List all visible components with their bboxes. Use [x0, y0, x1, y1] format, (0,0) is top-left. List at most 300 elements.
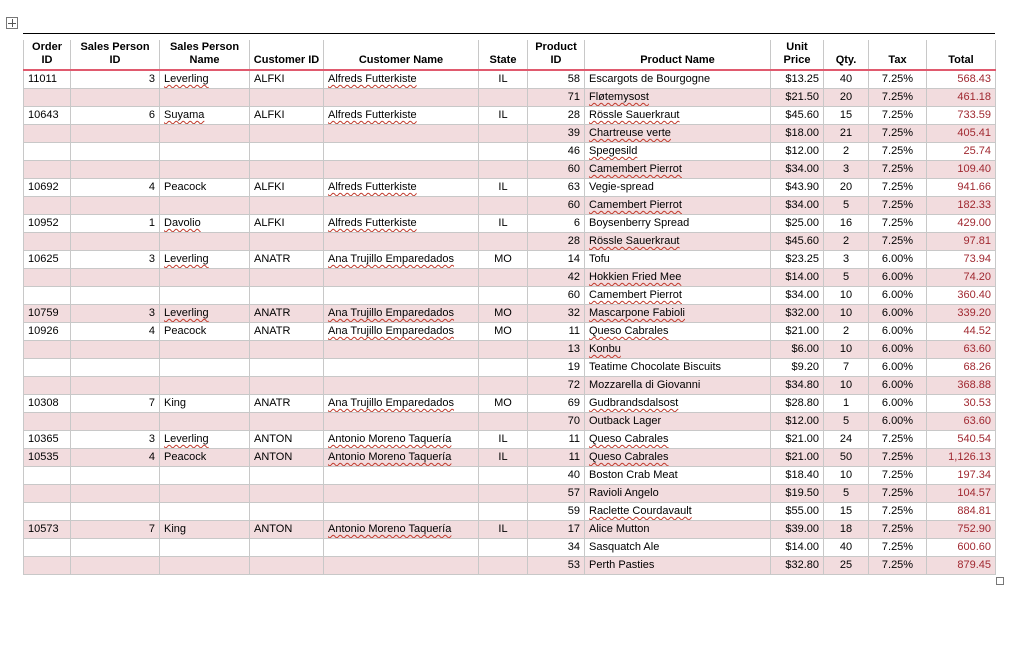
- cell-tax: 6.00%: [869, 413, 927, 431]
- cell-unit-price: $32.80: [771, 557, 824, 575]
- cell-customer-id: [250, 413, 324, 431]
- cell-order-id: 10308: [24, 395, 71, 413]
- cell-total: 109.40: [927, 161, 996, 179]
- cell-qty: 3: [824, 251, 869, 269]
- cell-total: 44.52: [927, 323, 996, 341]
- spellcheck-text: Antonio Moreno Taquería: [328, 523, 452, 535]
- cell-product-id: 72: [528, 377, 585, 395]
- cell-customer-name: [324, 557, 479, 575]
- table-resize-handle[interactable]: [996, 577, 1004, 585]
- header-product-id: Product ID: [528, 40, 585, 70]
- cell-total: 540.54: [927, 431, 996, 449]
- cell-customer-id: [250, 125, 324, 143]
- cell-unit-price: $21.00: [771, 449, 824, 467]
- cell-total: 941.66: [927, 179, 996, 197]
- cell-unit-price: $25.00: [771, 215, 824, 233]
- cell-sales-person-name: Peacock: [160, 323, 250, 341]
- cell-sales-person-id: 3: [71, 431, 160, 449]
- cell-tax: 7.25%: [869, 233, 927, 251]
- cell-customer-name: [324, 179, 479, 197]
- cell-sales-person-name: [160, 287, 250, 305]
- cell-order-id: [24, 233, 71, 251]
- cell-qty: 40: [824, 539, 869, 557]
- cell-product-name: [585, 341, 771, 359]
- cell-customer-id: [250, 89, 324, 107]
- table-row: [24, 449, 996, 467]
- cell-tax: 7.25%: [869, 557, 927, 575]
- cell-sales-person-id: 3: [71, 70, 160, 89]
- cell-order-id: [24, 89, 71, 107]
- cell-product-id: 19: [528, 359, 585, 377]
- cell-product-id: 42: [528, 269, 585, 287]
- cell-sales-person-id: [71, 485, 160, 503]
- cell-sales-person-id: 1: [71, 215, 160, 233]
- cell-sales-person-id: [71, 269, 160, 287]
- cell-product-name: Sasquatch Ale: [585, 539, 771, 557]
- cell-product-name: [585, 449, 771, 467]
- cell-order-id: [24, 503, 71, 521]
- cell-customer-id: [250, 269, 324, 287]
- cell-total: 368.88: [927, 377, 996, 395]
- cell-unit-price: $34.00: [771, 161, 824, 179]
- cell-tax: 6.00%: [869, 305, 927, 323]
- cell-order-id: 11011: [24, 70, 71, 89]
- spellcheck-text: Alfreds Futterkiste: [328, 217, 417, 229]
- cell-qty: 1: [824, 395, 869, 413]
- cell-product-name: [585, 107, 771, 125]
- cell-sales-person-id: 4: [71, 449, 160, 467]
- cell-total: 1,126.13: [927, 449, 996, 467]
- cell-total: 752.90: [927, 521, 996, 539]
- cell-state: IL: [479, 179, 528, 197]
- cell-product-id: 40: [528, 467, 585, 485]
- cell-tax: 7.25%: [869, 125, 927, 143]
- header-total: Total: [927, 40, 996, 70]
- cell-sales-person-name: [160, 251, 250, 269]
- cell-customer-id: ANATR: [250, 251, 324, 269]
- cell-customer-id: ALFKI: [250, 70, 324, 89]
- cell-product-name: [585, 287, 771, 305]
- cell-state: MO: [479, 395, 528, 413]
- cell-state: [479, 359, 528, 377]
- table-row: [24, 269, 996, 287]
- cell-state: [479, 197, 528, 215]
- table-row: [24, 431, 996, 449]
- cell-tax: 7.25%: [869, 503, 927, 521]
- cell-total: 63.60: [927, 341, 996, 359]
- cell-sales-person-name: [160, 467, 250, 485]
- cell-tax: 7.25%: [869, 485, 927, 503]
- table-row: [24, 539, 996, 557]
- cell-customer-name: [324, 323, 479, 341]
- cell-sales-person-id: [71, 125, 160, 143]
- cell-qty: 7: [824, 359, 869, 377]
- cell-sales-person-name: [160, 305, 250, 323]
- cell-product-name: Outback Lager: [585, 413, 771, 431]
- cell-sales-person-id: 4: [71, 179, 160, 197]
- table-row: [24, 197, 996, 215]
- table-row: [24, 557, 996, 575]
- spellcheck-text: Camembert Pierrot: [589, 199, 682, 211]
- cell-qty: 3: [824, 161, 869, 179]
- cell-product-name: [585, 323, 771, 341]
- cell-customer-name: [324, 485, 479, 503]
- cell-tax: 7.25%: [869, 70, 927, 89]
- cell-state: IL: [479, 70, 528, 89]
- cell-sales-person-id: 7: [71, 395, 160, 413]
- cell-order-id: [24, 557, 71, 575]
- cell-order-id: [24, 287, 71, 305]
- cell-product-id: 13: [528, 341, 585, 359]
- cell-sales-person-name: [160, 503, 250, 521]
- cell-total: 73.94: [927, 251, 996, 269]
- cell-unit-price: $21.50: [771, 89, 824, 107]
- cell-order-id: [24, 359, 71, 377]
- cell-product-name: Vegie-spread: [585, 179, 771, 197]
- header-unit-price: Unit Price: [771, 40, 824, 70]
- spellcheck-text: Antonio Moreno Taquería: [328, 451, 452, 463]
- header-order-id: Order ID: [24, 40, 71, 70]
- cell-tax: 7.25%: [869, 161, 927, 179]
- table-row: [24, 251, 996, 269]
- cell-customer-name: [324, 431, 479, 449]
- cell-product-id: 11: [528, 323, 585, 341]
- cell-sales-person-name: [160, 341, 250, 359]
- cell-customer-id: ALFKI: [250, 179, 324, 197]
- cell-product-id: 32: [528, 305, 585, 323]
- cell-state: [479, 539, 528, 557]
- cell-customer-id: ALFKI: [250, 215, 324, 233]
- cell-sales-person-name: [160, 89, 250, 107]
- cell-state: IL: [479, 521, 528, 539]
- cell-sales-person-id: 3: [71, 251, 160, 269]
- cell-product-id: 53: [528, 557, 585, 575]
- cell-qty: 5: [824, 413, 869, 431]
- cell-product-name: Teatime Chocolate Biscuits: [585, 359, 771, 377]
- cell-sales-person-id: [71, 359, 160, 377]
- cell-total: 30.53: [927, 395, 996, 413]
- cell-order-id: [24, 161, 71, 179]
- spellcheck-text: Spegesild: [589, 145, 638, 157]
- cell-product-name: Perth Pasties: [585, 557, 771, 575]
- cell-unit-price: $18.00: [771, 125, 824, 143]
- header-sales-person-id: Sales Person ID: [71, 40, 160, 70]
- header-customer-id: Customer ID: [250, 40, 324, 70]
- cell-product-id: 11: [528, 431, 585, 449]
- spellcheck-text: Alfreds Futterkiste: [328, 181, 417, 193]
- cell-customer-name: [324, 413, 479, 431]
- cell-product-id: 46: [528, 143, 585, 161]
- cell-state: IL: [479, 215, 528, 233]
- cell-customer-name: [324, 161, 479, 179]
- cell-customer-name: [324, 287, 479, 305]
- spellcheck-text: Queso Cabrales: [589, 433, 669, 445]
- cell-sales-person-name: [160, 233, 250, 251]
- cell-sales-person-id: 4: [71, 323, 160, 341]
- orders-table: [23, 40, 996, 575]
- cell-product-id: 17: [528, 521, 585, 539]
- table-row: [24, 467, 996, 485]
- cell-tax: 7.25%: [869, 215, 927, 233]
- cell-total: 339.20: [927, 305, 996, 323]
- cell-customer-name: [324, 125, 479, 143]
- cell-sales-person-id: [71, 503, 160, 521]
- cell-customer-id: [250, 161, 324, 179]
- cell-customer-name: [324, 467, 479, 485]
- cell-qty: 15: [824, 107, 869, 125]
- spellcheck-text: Ana Trujillo Emparedados: [328, 325, 454, 337]
- cell-product-name: [585, 89, 771, 107]
- cell-customer-id: [250, 467, 324, 485]
- cell-product-id: 58: [528, 70, 585, 89]
- spellcheck-text: Suyama: [164, 109, 205, 121]
- table-row: [24, 503, 996, 521]
- spellcheck-text: Raclette Courdavault: [589, 505, 692, 517]
- cell-product-id: 59: [528, 503, 585, 521]
- cell-total: 63.60: [927, 413, 996, 431]
- spellcheck-text: Leverling: [164, 253, 209, 265]
- cell-customer-id: ANTON: [250, 521, 324, 539]
- cell-customer-name: [324, 251, 479, 269]
- spellcheck-text: Leverling: [164, 307, 209, 319]
- cell-sales-person-name: [160, 413, 250, 431]
- cell-customer-id: ALFKI: [250, 107, 324, 125]
- cell-unit-price: $45.60: [771, 233, 824, 251]
- cell-order-id: [24, 143, 71, 161]
- cell-customer-id: [250, 485, 324, 503]
- cell-sales-person-id: [71, 341, 160, 359]
- cell-sales-person-id: 3: [71, 305, 160, 323]
- cell-customer-name: [324, 539, 479, 557]
- cell-tax: 7.25%: [869, 143, 927, 161]
- cell-unit-price: $32.00: [771, 305, 824, 323]
- cell-sales-person-name: [160, 485, 250, 503]
- cell-unit-price: $45.60: [771, 107, 824, 125]
- cell-unit-price: $55.00: [771, 503, 824, 521]
- table-row: [24, 287, 996, 305]
- cell-sales-person-name: [160, 197, 250, 215]
- cell-sales-person-id: [71, 197, 160, 215]
- cell-total: 405.41: [927, 125, 996, 143]
- cell-sales-person-id: [71, 413, 160, 431]
- cell-state: [479, 557, 528, 575]
- cell-qty: 5: [824, 197, 869, 215]
- cell-qty: 50: [824, 449, 869, 467]
- cell-customer-id: ANATR: [250, 323, 324, 341]
- cell-tax: 7.25%: [869, 89, 927, 107]
- cell-customer-id: [250, 197, 324, 215]
- cell-qty: 15: [824, 503, 869, 521]
- cell-sales-person-id: [71, 287, 160, 305]
- cell-customer-name: [324, 341, 479, 359]
- cell-qty: 18: [824, 521, 869, 539]
- cell-total: 568.43: [927, 70, 996, 89]
- cell-tax: 7.25%: [869, 539, 927, 557]
- table-row: [24, 341, 996, 359]
- cell-total: 74.20: [927, 269, 996, 287]
- spellcheck-text: Alfreds Futterkiste: [328, 73, 417, 85]
- cell-unit-price: $23.25: [771, 251, 824, 269]
- cell-state: [479, 485, 528, 503]
- table-row: [24, 89, 996, 107]
- cell-product-name: Boysenberry Spread: [585, 215, 771, 233]
- header-qty: Qty.: [824, 40, 869, 70]
- cell-sales-person-name: [160, 161, 250, 179]
- cell-qty: 10: [824, 377, 869, 395]
- cell-sales-person-name: [160, 143, 250, 161]
- cell-unit-price: $39.00: [771, 521, 824, 539]
- cell-state: [479, 413, 528, 431]
- cell-order-id: 10643: [24, 107, 71, 125]
- cell-customer-id: [250, 557, 324, 575]
- spellcheck-text: Gudbrandsdalsost: [589, 397, 679, 409]
- cell-tax: 6.00%: [869, 269, 927, 287]
- cell-total: 884.81: [927, 503, 996, 521]
- cell-qty: 10: [824, 287, 869, 305]
- header-state: State: [479, 40, 528, 70]
- cell-order-id: 10759: [24, 305, 71, 323]
- cell-product-name: [585, 269, 771, 287]
- cell-sales-person-name: [160, 431, 250, 449]
- cell-tax: 7.25%: [869, 431, 927, 449]
- cell-product-id: 60: [528, 287, 585, 305]
- cell-customer-name: [324, 449, 479, 467]
- cell-qty: 20: [824, 89, 869, 107]
- cell-sales-person-id: [71, 89, 160, 107]
- cell-tax: 6.00%: [869, 287, 927, 305]
- cell-customer-id: [250, 359, 324, 377]
- cell-customer-name: [324, 503, 479, 521]
- cell-product-id: 69: [528, 395, 585, 413]
- cell-sales-person-name: Peacock: [160, 449, 250, 467]
- cell-product-name: [585, 125, 771, 143]
- cell-product-name: [585, 305, 771, 323]
- cell-qty: 5: [824, 485, 869, 503]
- cell-product-name: [585, 431, 771, 449]
- table-row: [24, 323, 996, 341]
- cell-sales-person-id: [71, 377, 160, 395]
- cell-order-id: 10365: [24, 431, 71, 449]
- cell-tax: 6.00%: [869, 359, 927, 377]
- cell-product-id: 28: [528, 233, 585, 251]
- cell-state: [479, 467, 528, 485]
- cell-sales-person-name: [160, 269, 250, 287]
- table-row: [24, 215, 996, 233]
- cell-tax: 6.00%: [869, 251, 927, 269]
- spellcheck-text: Mascarpone Fabioli: [589, 307, 685, 319]
- cell-tax: 7.25%: [869, 197, 927, 215]
- spellcheck-text: Queso Cabrales: [589, 325, 669, 337]
- cell-product-name: Mozzarella di Giovanni: [585, 377, 771, 395]
- cell-product-id: 11: [528, 449, 585, 467]
- cell-total: 97.81: [927, 233, 996, 251]
- table-row: [24, 395, 996, 413]
- cell-customer-id: ANTON: [250, 449, 324, 467]
- spellcheck-text: Rössle Sauerkraut: [589, 109, 680, 121]
- cell-unit-price: $14.00: [771, 539, 824, 557]
- cell-tax: 7.25%: [869, 179, 927, 197]
- header-customer-name: Customer Name: [324, 40, 479, 70]
- cell-order-id: [24, 269, 71, 287]
- cell-product-name: [585, 503, 771, 521]
- cell-sales-person-id: [71, 467, 160, 485]
- cell-product-name: [585, 143, 771, 161]
- cell-total: 68.26: [927, 359, 996, 377]
- cell-customer-name: [324, 377, 479, 395]
- cell-sales-person-id: [71, 143, 160, 161]
- cell-product-id: 28: [528, 107, 585, 125]
- cell-order-id: 10573: [24, 521, 71, 539]
- cell-customer-name: [324, 197, 479, 215]
- cell-qty: 10: [824, 341, 869, 359]
- cell-product-name: [585, 233, 771, 251]
- cell-order-id: [24, 539, 71, 557]
- cell-tax: 7.25%: [869, 449, 927, 467]
- cell-state: [479, 503, 528, 521]
- spellcheck-text: Leverling: [164, 73, 209, 85]
- cell-qty: 10: [824, 467, 869, 485]
- cell-product-id: 70: [528, 413, 585, 431]
- header-product-name: Product Name: [585, 40, 771, 70]
- table-row: [24, 70, 996, 89]
- cell-customer-id: [250, 287, 324, 305]
- cell-customer-id: [250, 377, 324, 395]
- cell-customer-id: [250, 341, 324, 359]
- cell-product-id: 60: [528, 197, 585, 215]
- spellcheck-text: Rössle Sauerkraut: [589, 235, 680, 247]
- table-row: [24, 107, 996, 125]
- cell-customer-name: [324, 269, 479, 287]
- cell-order-id: [24, 467, 71, 485]
- table-move-handle-icon[interactable]: [6, 17, 18, 29]
- cell-unit-price: $14.00: [771, 269, 824, 287]
- page-rule: [23, 33, 995, 34]
- cell-sales-person-id: [71, 557, 160, 575]
- cell-unit-price: $12.00: [771, 413, 824, 431]
- cell-qty: 25: [824, 557, 869, 575]
- cell-customer-name: [324, 107, 479, 125]
- cell-order-id: [24, 125, 71, 143]
- table-row: [24, 485, 996, 503]
- cell-customer-name: [324, 233, 479, 251]
- cell-total: 197.34: [927, 467, 996, 485]
- spellcheck-text: Alfreds Futterkiste: [328, 109, 417, 121]
- cell-sales-person-name: [160, 107, 250, 125]
- cell-unit-price: $34.00: [771, 287, 824, 305]
- header-row: [24, 40, 996, 70]
- cell-qty: 16: [824, 215, 869, 233]
- cell-qty: 24: [824, 431, 869, 449]
- cell-qty: 40: [824, 70, 869, 89]
- spellcheck-text: Fløtemysost: [589, 91, 649, 103]
- table-row: [24, 305, 996, 323]
- cell-tax: 6.00%: [869, 395, 927, 413]
- cell-state: IL: [479, 107, 528, 125]
- cell-customer-name: [324, 89, 479, 107]
- cell-unit-price: $21.00: [771, 323, 824, 341]
- cell-product-id: 39: [528, 125, 585, 143]
- spellcheck-text: Hokkien Fried Mee: [589, 271, 682, 283]
- cell-unit-price: $21.00: [771, 431, 824, 449]
- cell-total: 182.33: [927, 197, 996, 215]
- spellcheck-text: Ana Trujillo Emparedados: [328, 307, 454, 319]
- cell-sales-person-id: [71, 539, 160, 557]
- cell-customer-id: ANATR: [250, 305, 324, 323]
- cell-product-name: Boston Crab Meat: [585, 467, 771, 485]
- cell-unit-price: $34.80: [771, 377, 824, 395]
- cell-unit-price: $9.20: [771, 359, 824, 377]
- cell-sales-person-id: 7: [71, 521, 160, 539]
